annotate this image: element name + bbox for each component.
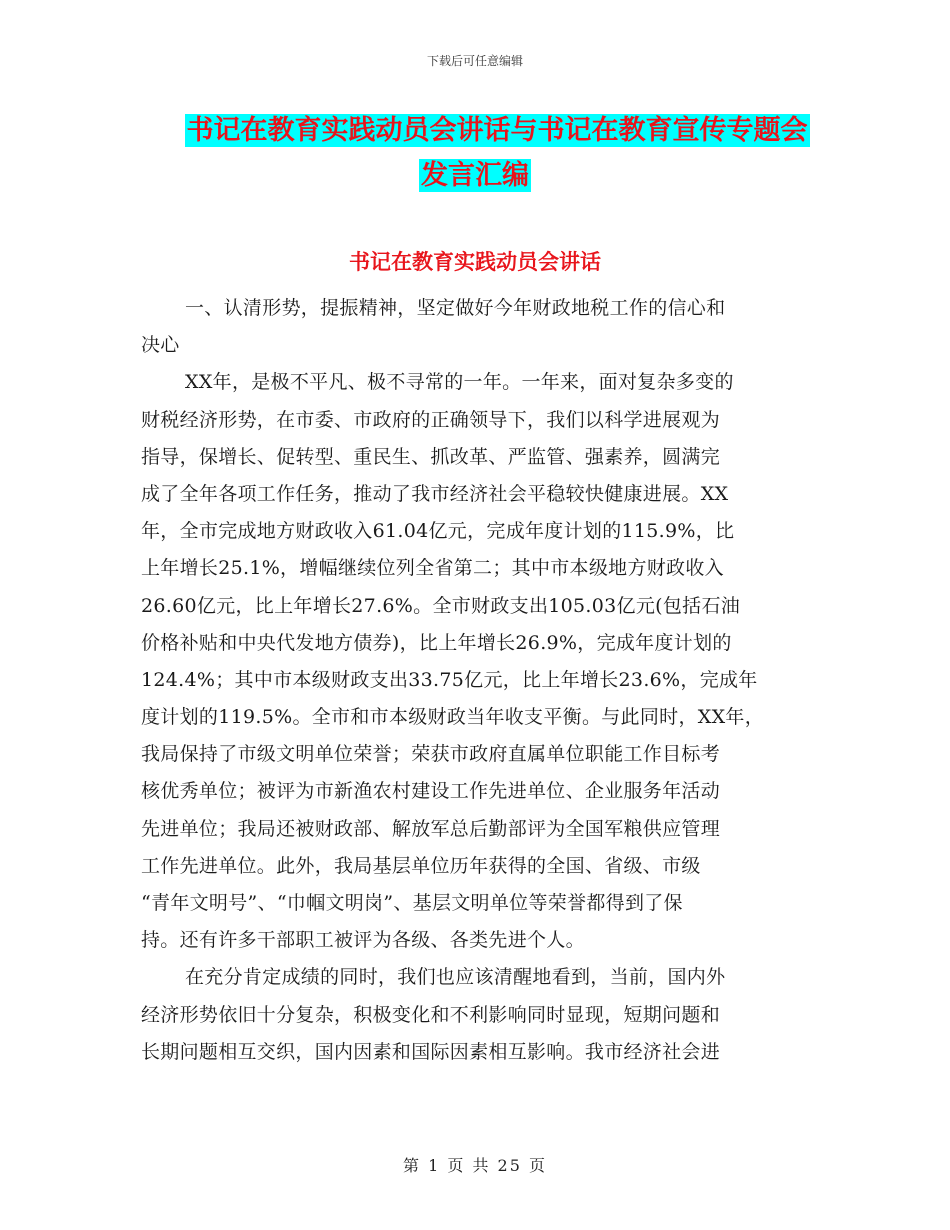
body-line: 工作先进单位。此外，我局基层单位历年获得的全国、省级、市级 xyxy=(141,854,701,877)
body-line: 长期问题相互交织，国内因素和国际因素相互影响。我市经济社会进 xyxy=(141,1040,721,1063)
body-line: 我局保持了市级文明单位荣誉；荣获市政府直属单位职能工作目标考 xyxy=(141,743,721,766)
page-footer: 第 1 页 共 25 页 xyxy=(403,1156,547,1175)
body-text xyxy=(141,290,811,1071)
body-line: XX年，是极不平凡、极不寻常的一年。一年来，面对复杂多变的 xyxy=(185,371,734,394)
body-line: 在充分肯定成绩的同时，我们也应该清醒地看到，当前，国内外 xyxy=(185,966,726,989)
body-line: 指导，保增长、促转型、重民生、抓改革、严监管、强素养，圆满完 xyxy=(141,445,721,468)
body-line: 先进单位；我局还被财政部、解放军总后勤部评为全国军粮供应管理 xyxy=(141,817,721,840)
document-title-line-2 xyxy=(0,156,950,196)
body-line: “青年文明号”、“巾帼文明岗”、基层文明单位等荣誉都得到了保 xyxy=(141,892,683,914)
body-line: 决心 xyxy=(141,334,180,357)
body-line: 度计划的119.5%。全市和市本级财政当年收支平衡。与此同时，XX年， xyxy=(141,706,765,729)
header-note: 下载后可任意编辑 xyxy=(426,54,523,68)
body-line: 年，全市完成地方财政收入61.04亿元，完成年度计划的115.9%，比 xyxy=(141,520,735,543)
document-title-text-2: 发言汇编 xyxy=(421,160,529,191)
body-line: 一、认清形势，提振精神，坚定做好今年财政地税工作的信心和 xyxy=(185,297,726,319)
body-line: 上年增长25.1%，增幅继续位列全省第二；其中市本级地方财政收入 xyxy=(141,557,724,580)
body-line: 成了全年各项工作任务，推动了我市经济社会平稳较快健康进展。XX xyxy=(141,482,729,505)
document-title-line-1 xyxy=(22,111,950,151)
section-title: 书记在教育实践动员会讲话 xyxy=(349,250,601,274)
body-line: 价格补贴和中央代发地方债券)，比上年增长26.9%，完成年度计划的 xyxy=(141,631,732,654)
body-line: 持。还有许多干部职工被评为各级、各类先进个人。 xyxy=(141,929,585,952)
body-line: 核优秀单位；被评为市新渔农村建设工作先进单位、企业服务年活动 xyxy=(141,780,721,803)
document-title-text-1: 书记在教育实践动员会讲话与书记在教育宣传专题会 xyxy=(186,115,808,146)
body-line: 经济形势依旧十分复杂，积极变化和不利影响同时显现，短期问题和 xyxy=(141,1003,721,1026)
body-line: 财税经济形势，在市委、市政府的正确领导下，我们以科学进展观为 xyxy=(141,408,721,431)
body-line: 26.60亿元，比上年增长27.6%。全市财政支出105.03亿元(包括石油 xyxy=(141,594,741,617)
body-line: 124.4%；其中市本级财政支出33.75亿元，比上年增长23.6%，完成年 xyxy=(141,668,758,691)
